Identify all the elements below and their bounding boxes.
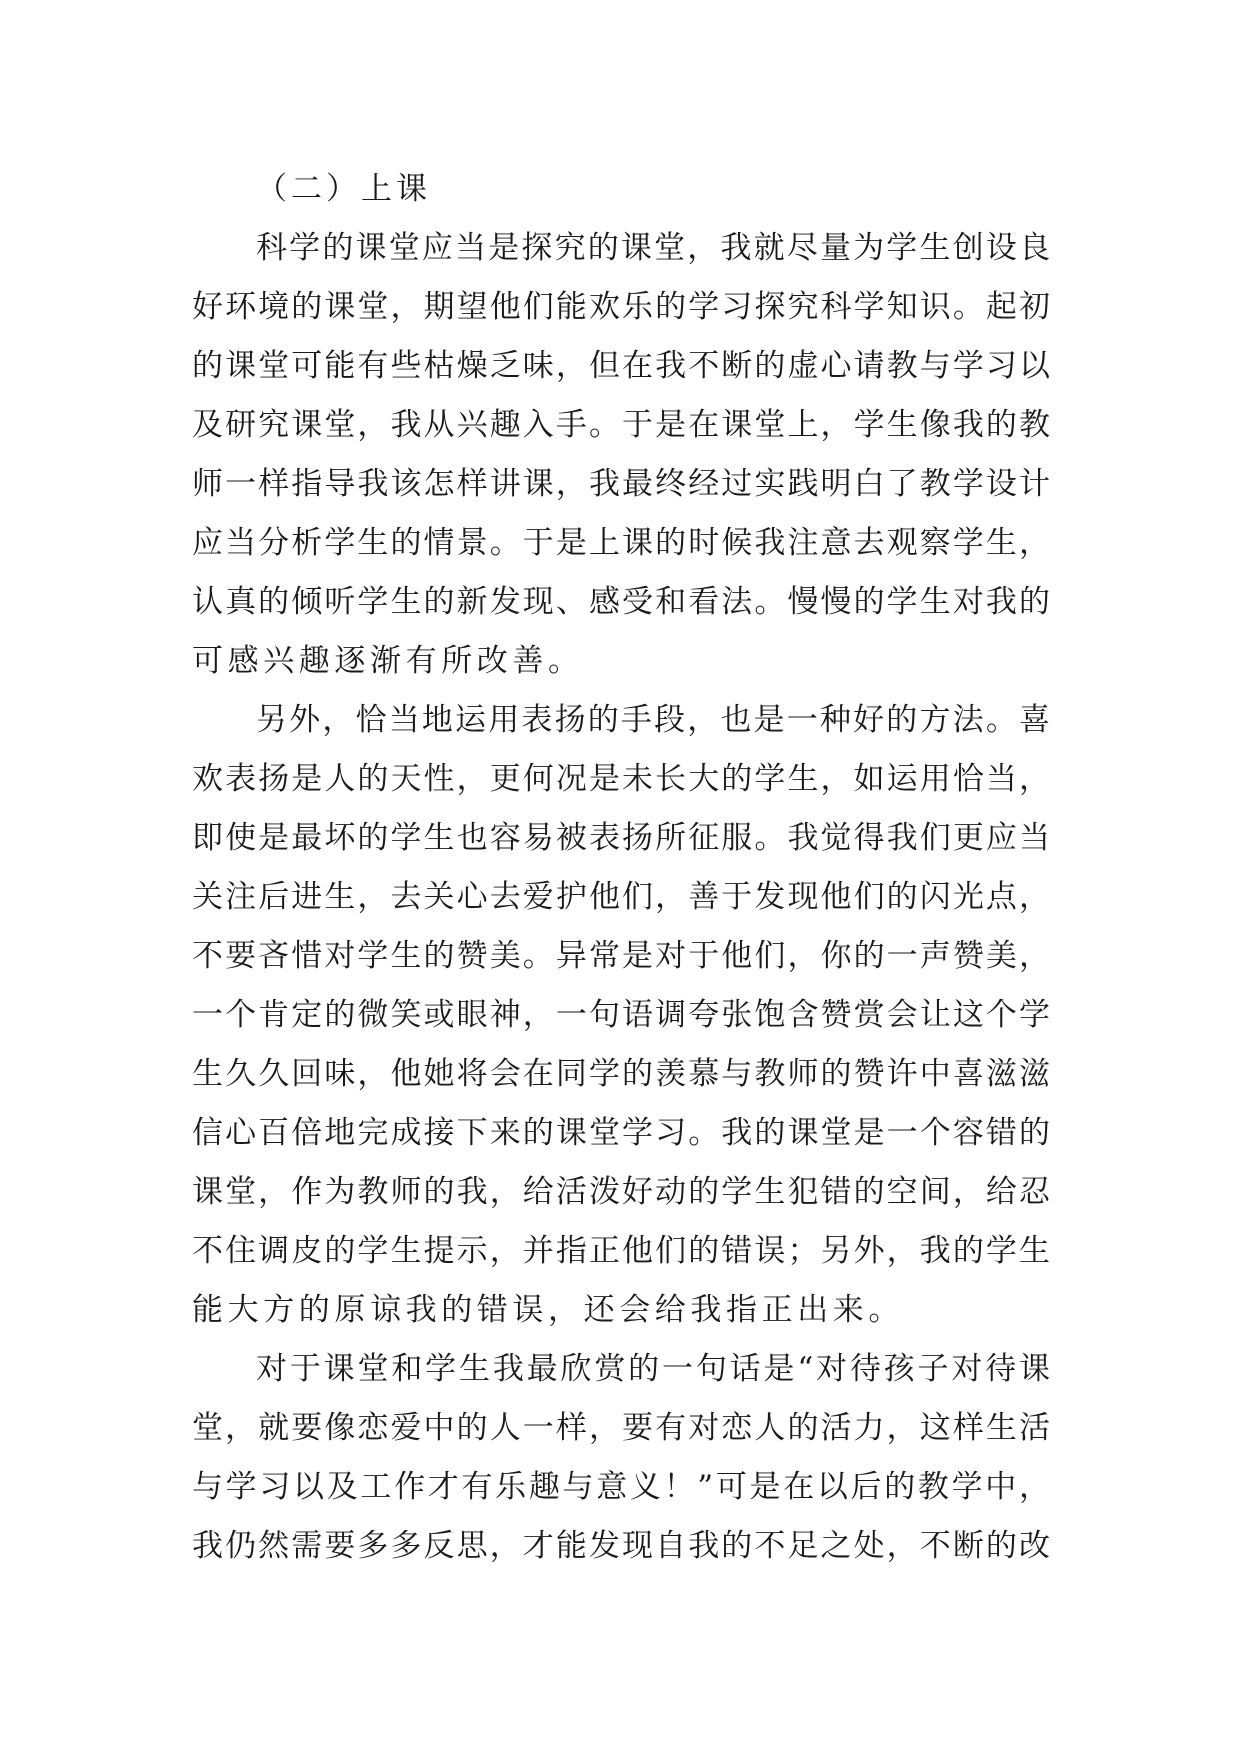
paragraph-line: 不要吝惜对学生的赞美。异常是对于他们，你的一声赞美， [192,938,1050,974]
paragraph-line: 师一样指导我该怎样讲课，我最终经过实践明白了教学设计 [192,466,1050,502]
paragraph-line: 及研究课堂，我从兴趣入手。于是在课堂上，学生像我的教 [192,407,1050,443]
paragraph-line: 对于课堂和学生我最欣赏的一句话是“对待孩子对待课 [256,1351,1050,1387]
paragraph-line: 能大方的原谅我的错误，还会给我指正出来。 [192,1292,904,1328]
paragraph-line: 应当分析学生的情景。于是上课的时候我注意去观察学生， [192,525,1050,561]
paragraph-line: 课堂，作为教师的我，给活泼好动的学生犯错的空间，给忍 [192,1174,1050,1210]
paragraph-line: 关注后进生，去关心去爱护他们，善于发现他们的闪光点， [192,879,1050,915]
paragraph-3 [192,1340,1050,1576]
paragraph-line: 与学习以及工作才有乐趣与意义！”可是在以后的教学中， [192,1469,1050,1505]
paragraph-line: 生久久回味，他她将会在同学的羡慕与教师的赞许中喜滋滋 [192,1056,1050,1092]
paragraph-line: 好环境的课堂，期望他们能欢乐的学习探究科学知识。起初 [192,289,1050,325]
paragraph-line: 不住调皮的学生提示，并指正他们的错误；另外，我的学生 [192,1233,1050,1269]
paragraph-line: 另外，恰当地运用表扬的手段，也是一种好的方法。喜 [256,702,1050,738]
paragraph-1 [192,219,1050,691]
section-heading: （二）上课 [256,171,431,207]
paragraph-line: 可感兴趣逐渐有所改善。 [192,643,584,679]
document-body [192,160,1050,1576]
paragraph-line: 信心百倍地完成接下来的课堂学习。我的课堂是一个容错的 [192,1115,1050,1151]
paragraph-line: 我仍然需要多多反思，才能发现自我的不足之处，不断的改 [192,1528,1050,1564]
paragraph-line: 欢表扬是人的天性，更何况是未长大的学生，如运用恰当， [192,761,1050,797]
paragraph-line: 即使是最坏的学生也容易被表扬所征服。我觉得我们更应当 [192,820,1050,856]
paragraph-2 [192,691,1050,1340]
paragraph-line: 的课堂可能有些枯燥乏味，但在我不断的虚心请教与学习以 [192,348,1050,384]
paragraph-line: 一个肯定的微笑或眼神，一句语调夸张饱含赞赏会让这个学 [192,997,1050,1033]
paragraph-line: 科学的课堂应当是探究的课堂，我就尽量为学生创设良 [256,230,1050,266]
paragraph-line: 堂，就要像恋爱中的人一样，要有对恋人的活力，这样生活 [192,1410,1050,1446]
paragraph-line: 认真的倾听学生的新发现、感受和看法。慢慢的学生对我的 [192,584,1050,620]
